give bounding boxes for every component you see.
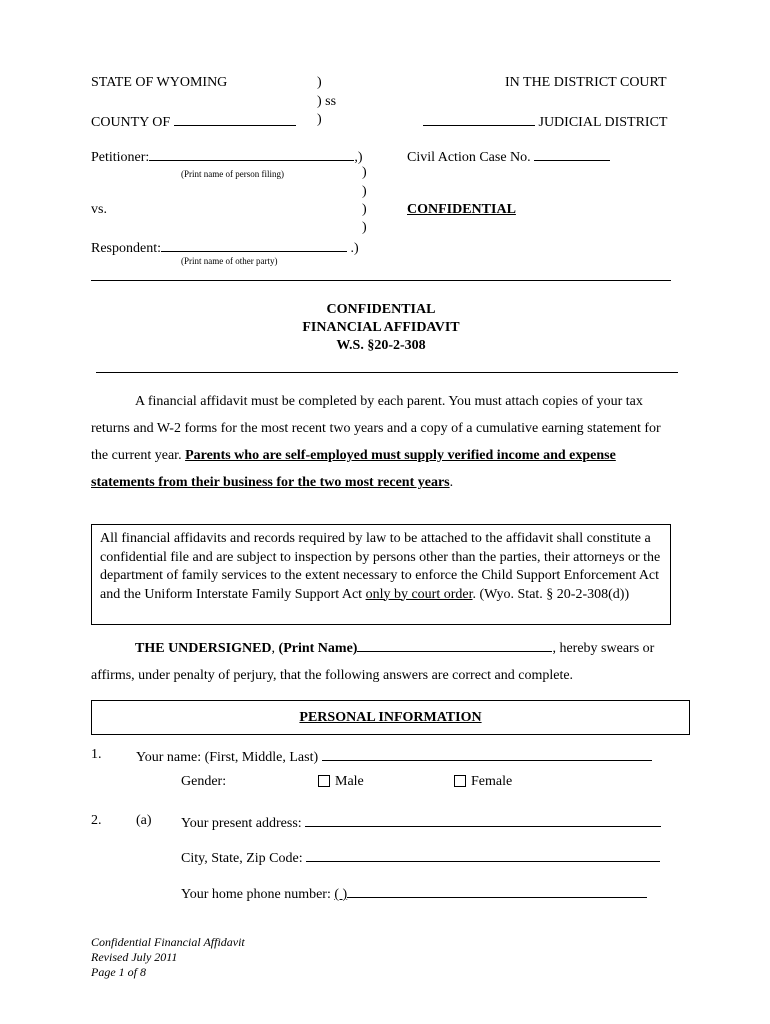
title-line-2: FINANCIAL AFFIDAVIT: [302, 320, 460, 335]
your-name-field[interactable]: [322, 747, 652, 761]
petitioner-hint: (Print name of person filing): [181, 169, 284, 179]
divider-1: [91, 280, 671, 281]
male-option[interactable]: Male: [318, 774, 364, 790]
home-phone-label: Your home phone number: ( ): [181, 884, 647, 903]
self-employed-notice: Parents who are self-employed must supply verified income and expense statements from their business for the two most recent years: [91, 448, 616, 490]
your-name-label: Your name: (First, Middle, Last): [136, 747, 652, 766]
district-field[interactable]: [423, 112, 535, 126]
home-phone-field[interactable]: [347, 884, 647, 898]
present-address-label: Your present address:: [181, 813, 661, 832]
caption-paren-5: ): [362, 202, 367, 217]
female-checkbox[interactable]: [454, 775, 466, 787]
petitioner-field[interactable]: [149, 147, 354, 161]
caption-paren-2: ): [317, 112, 322, 127]
footer-revision: Revised July 2011: [91, 950, 178, 964]
confidential-label: CONFIDENTIAL: [407, 202, 516, 217]
page-footer: [91, 935, 245, 980]
judicial-district-label: JUDICIAL DISTRICT: [423, 112, 667, 131]
city-state-zip-label: City, State, Zip Code:: [181, 848, 660, 867]
footer-page-number: Page 1 of 8: [91, 965, 146, 979]
divider-2: [96, 372, 678, 373]
county-field[interactable]: [174, 112, 296, 126]
state-label: STATE OF WYOMING: [91, 75, 228, 90]
caption-ss: ) ss: [317, 94, 337, 109]
court-label: IN THE DISTRICT COURT: [505, 75, 667, 90]
item-1-number: 1.: [91, 747, 102, 762]
print-name-field[interactable]: [357, 638, 552, 652]
item-2-number: 2.: [91, 813, 102, 828]
present-address-field[interactable]: [305, 813, 661, 827]
footer-title: Confidential Financial Affidavit: [91, 935, 245, 949]
intro-paragraph: A financial affidavit must be completed by each parent. You must attach copies of your tax returns and W-2 forms for the most recent two years and a copy of a cumulative earning statement for the current year. Parents who are self-employed must supply verified income and expense statements from their business for the two most recent years.: [91, 394, 661, 490]
caption-paren-6: ): [362, 220, 367, 235]
title-line-1: CONFIDENTIAL: [326, 302, 436, 317]
city-state-zip-field[interactable]: [306, 848, 660, 862]
vs-label: vs.: [91, 202, 107, 217]
petitioner-label: Petitioner: ,): [91, 147, 363, 166]
caption-paren-1: ): [317, 75, 322, 90]
section-header: PERSONAL INFORMATION: [91, 700, 690, 735]
case-number-label: Civil Action Case No.: [407, 147, 610, 166]
undersigned-paragraph: THE UNDERSIGNED, (Print Name) , hereby swears or affirms, under penalty of perjury, that the following answers are correct and complete.: [91, 635, 681, 689]
caption-paren-3: ): [362, 165, 367, 180]
item-2a-label: (a): [136, 813, 152, 828]
case-number-field[interactable]: [534, 147, 610, 161]
male-checkbox[interactable]: [318, 775, 330, 787]
title-line-3: W.S. §20-2-308: [336, 338, 426, 353]
respondent-label: Respondent: .): [91, 238, 359, 257]
female-option[interactable]: Female: [454, 774, 512, 790]
caption-paren-4: ): [362, 184, 367, 199]
gender-label: Gender:: [181, 774, 227, 789]
respondent-field[interactable]: [161, 238, 347, 252]
respondent-hint: (Print name of other party): [181, 256, 278, 266]
county-label: COUNTY OF: [91, 112, 296, 131]
confidentiality-notice: All financial affidavits and records required by law to be attached to the affidavit shall constitute a confidential file and are subject to inspection by persons other than the parties, their attorneys or the department of family services to the extent necessary to enforce the Child Support Enforcement Act and the Uniform Interstate Family Support Act only by court order. (Wyo. Stat. § 20-2-308(d)): [91, 524, 671, 625]
